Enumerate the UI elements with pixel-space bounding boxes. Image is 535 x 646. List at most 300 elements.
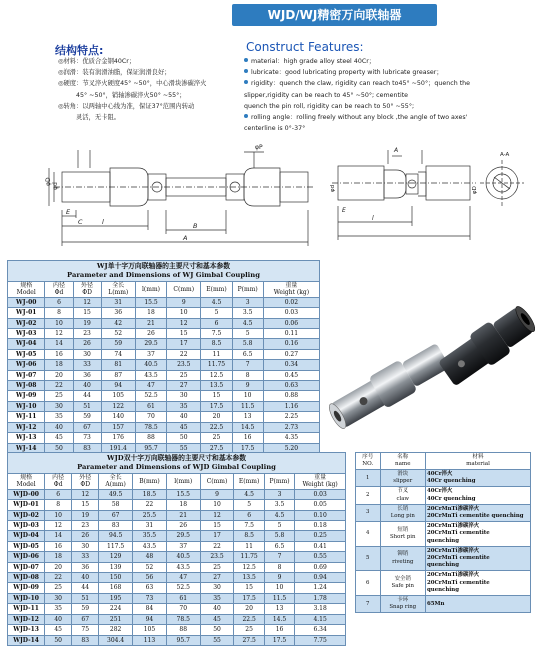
table-cell: 42 — [101, 318, 135, 328]
table-cell: 23.5 — [167, 360, 201, 370]
table-cell: 25.5 — [133, 510, 167, 520]
table-cell: 7 — [264, 552, 294, 562]
table-cell: 49.5 — [99, 489, 133, 499]
feature-en-item: rigidity：quench the claw, rigidity can reach to45° ~50°；quench the — [251, 80, 471, 88]
table-row — [8, 510, 346, 520]
table-cell: 45 — [45, 625, 72, 635]
table-cell: 33 — [73, 360, 101, 370]
table-cell: 9 — [167, 297, 201, 307]
table-cell: 1.78 — [295, 593, 346, 603]
table-cell: 6.34 — [295, 625, 346, 635]
table-cell: 157 — [101, 422, 135, 432]
table-row — [8, 625, 346, 635]
table-cell: 83 — [73, 443, 101, 453]
feature-en-row — [244, 123, 532, 134]
table-cell: 26 — [73, 339, 101, 349]
table-cell: 25 — [234, 625, 264, 635]
material-header-line: NO. — [362, 461, 374, 467]
table-cell: 6.5 — [232, 349, 263, 359]
table-cell: 11 — [234, 541, 264, 551]
table-cell: WJD-02 — [8, 510, 45, 520]
table-cell: 22 — [167, 349, 201, 359]
wj-header-line: 外径 — [81, 282, 94, 289]
table-cell: 17 — [200, 531, 234, 541]
table-cell: WJD-04 — [8, 531, 45, 541]
table-cell: 14.5 — [232, 422, 263, 432]
table-cell: 33 — [72, 552, 99, 562]
table-cell: WJD-03 — [8, 521, 45, 531]
table-cell: 35 — [167, 401, 201, 411]
table-cell: 0.03 — [295, 489, 346, 499]
material-spec-line: 20CrMnTi cementite — [427, 530, 490, 537]
wjd-header-cell — [234, 474, 264, 490]
table-cell: WJ-10 — [8, 401, 45, 411]
table-row — [356, 596, 531, 613]
table-row — [8, 541, 346, 551]
table-cell: 25 — [167, 370, 201, 380]
table-cell: WJD-10 — [8, 593, 45, 603]
wjd-header-line: 重量 — [314, 474, 327, 481]
table-cell: 59 — [72, 604, 99, 614]
table-cell: 7.75 — [295, 635, 346, 645]
table-cell: 8 — [232, 370, 263, 380]
table-cell: WJ-11 — [8, 412, 45, 422]
wj-header-line: ΦD — [82, 289, 92, 297]
table-cell: 26 — [72, 531, 99, 541]
table-cell: 168 — [99, 583, 133, 593]
material-part-name — [380, 522, 426, 547]
table-cell: 8.5 — [234, 531, 264, 541]
feature-cn-item: ◎硬度：节叉淬火硬度45° ~50°，中心滑块渗碳淬火 — [58, 80, 207, 88]
table-cell: 0.10 — [295, 510, 346, 520]
part-name-cn: 卡环 — [397, 597, 409, 604]
table-cell: 25 — [45, 583, 72, 593]
table-cell: 0.27 — [263, 349, 319, 359]
table-cell: 20 — [201, 412, 232, 422]
table-cell: 50 — [200, 625, 234, 635]
table-cell: WJD-05 — [8, 541, 45, 551]
material-no: 2 — [356, 487, 381, 504]
features-list-cn — [58, 56, 243, 123]
bullet-icon — [244, 58, 248, 62]
wj-coupling-drawing — [330, 136, 530, 248]
material-spec-line: 65Mn — [427, 600, 445, 607]
table-cell: 304.4 — [99, 635, 133, 645]
table-cell: 5 — [201, 308, 232, 318]
bullet-icon — [244, 69, 248, 73]
wjd-header-line: 外径 — [79, 474, 92, 481]
table-cell: 150 — [99, 573, 133, 583]
table-cell: 11.75 — [201, 360, 232, 370]
label-phi-big-d-right: φD — [472, 186, 478, 194]
material-spec-line: 20CrMnTi cementite — [427, 579, 490, 586]
table-cell: 30 — [72, 541, 99, 551]
table-row — [8, 573, 346, 583]
table-cell: 23 — [73, 329, 101, 339]
table-cell: 21 — [166, 510, 200, 520]
table-cell: WJD-11 — [8, 604, 45, 614]
table-cell: 17.5 — [232, 443, 263, 453]
table-cell: 5.8 — [232, 339, 263, 349]
material-header-line: name — [394, 461, 411, 467]
table-cell: 70 — [135, 412, 166, 422]
table-cell: 56 — [133, 573, 167, 583]
wjd-header-line: C(mm) — [206, 477, 228, 485]
table-row — [8, 339, 320, 349]
wj-header-line: Φd — [54, 289, 64, 297]
table-cell: 140 — [101, 412, 135, 422]
wj-header-cell — [263, 282, 319, 298]
part-name-en: slipper — [393, 478, 413, 485]
label-a-section: A — [394, 147, 399, 154]
material-spec — [426, 504, 531, 521]
table-cell: 22 — [133, 500, 167, 510]
table-cell: 0.11 — [263, 329, 319, 339]
table-cell: 0.06 — [263, 318, 319, 328]
table-cell: 3.18 — [295, 604, 346, 614]
table-cell: 27 — [200, 573, 234, 583]
table-cell: 36 — [101, 308, 135, 318]
table-cell: 3.5 — [264, 500, 294, 510]
table-cell: 74 — [101, 349, 135, 359]
wjd-header-cell — [295, 474, 346, 490]
wjd-header-cell — [99, 474, 133, 490]
table-cell: 18.5 — [133, 489, 167, 499]
wjd-header-cell — [200, 474, 234, 490]
table-cell: 43.5 — [166, 562, 200, 572]
table-cell: 23 — [72, 521, 99, 531]
table-cell: 11 — [201, 349, 232, 359]
table-cell: 15.5 — [166, 489, 200, 499]
wj-header-cell — [167, 282, 201, 298]
wjd-header-line: Model — [16, 481, 36, 489]
table-cell: 29.5 — [166, 531, 200, 541]
material-spec-line: 20CrMnTi渗碳淬火 — [427, 572, 480, 579]
table-cell: WJ-06 — [8, 360, 45, 370]
table-cell: 26 — [135, 329, 166, 339]
table-cell: WJ-07 — [8, 370, 45, 380]
wjd-header-cell — [8, 474, 45, 490]
table-cell: 0.34 — [263, 360, 319, 370]
label-l: l — [102, 218, 104, 226]
material-spec-line: 40Cr quenching — [427, 495, 476, 502]
table-row — [8, 401, 320, 411]
wj-header-line: Weight (kg) — [273, 289, 310, 297]
table-cell: 8 — [45, 500, 72, 510]
label-phi-d-right: φd — [330, 184, 336, 192]
bullet-icon — [244, 80, 248, 84]
table-row — [8, 349, 320, 359]
table-cell: 10 — [167, 308, 201, 318]
table-cell: 17 — [167, 339, 201, 349]
wj-header-line: L(mm) — [108, 289, 129, 297]
wj-header-cell — [101, 282, 135, 298]
table-row — [8, 583, 346, 593]
table-cell: 18 — [135, 308, 166, 318]
table-cell: 45 — [167, 422, 201, 432]
feature-en-row — [244, 90, 532, 101]
wjd-header-cell — [264, 474, 294, 490]
table-cell: 11.5 — [264, 593, 294, 603]
table-cell: 73 — [133, 593, 167, 603]
table-cell: 8 — [264, 562, 294, 572]
part-name-en: riveting — [392, 558, 414, 565]
table-cell: 13 — [264, 604, 294, 614]
table-cell: 0.41 — [295, 541, 346, 551]
table-cell: 5 — [264, 521, 294, 531]
material-spec-line: 40Cr淬火 — [427, 471, 453, 477]
table-cell: WJ-05 — [8, 349, 45, 359]
table-cell: 4.5 — [201, 297, 232, 307]
material-no: 7 — [356, 596, 381, 613]
table-cell: 0.25 — [295, 531, 346, 541]
table-cell: WJD-01 — [8, 500, 45, 510]
material-part-name — [380, 596, 426, 613]
table-row — [356, 470, 531, 487]
material-part-name — [380, 487, 426, 504]
table-cell: 37 — [166, 541, 200, 551]
table-cell: 11.5 — [232, 401, 263, 411]
table-cell: 47 — [166, 573, 200, 583]
table-cell: WJ-12 — [8, 422, 45, 432]
table-cell: 94.5 — [99, 531, 133, 541]
table-cell: 22.5 — [234, 614, 264, 624]
table-cell: 16 — [45, 349, 73, 359]
features-list-en — [244, 56, 532, 134]
wj-header-line: E(mm) — [206, 285, 227, 293]
table-cell: 22 — [45, 381, 73, 391]
material-spec-line: quenching — [427, 586, 459, 593]
table-cell: 5.20 — [263, 443, 319, 453]
table-cell: 12 — [45, 521, 72, 531]
table-row — [8, 521, 346, 531]
table-cell: WJ-03 — [8, 329, 45, 339]
table-cell: WJD-14 — [8, 635, 45, 645]
table-cell: 48 — [133, 552, 167, 562]
table-cell: 18 — [166, 500, 200, 510]
table-cell: 19 — [72, 510, 99, 520]
wj-header-line: 规格 — [20, 282, 33, 289]
table-cell: 45 — [200, 614, 234, 624]
feature-cn-item: 45° ~50°，销轴渗碳淬火50° ~55°； — [76, 91, 186, 99]
table-row — [8, 531, 346, 541]
table-cell: 113 — [133, 635, 167, 645]
wjd-header-line: ΦD — [80, 481, 91, 489]
table-cell: 12.5 — [201, 370, 232, 380]
material-header-line: 材料 — [472, 454, 484, 460]
table-cell: 7.5 — [234, 521, 264, 531]
wj-table — [7, 260, 320, 454]
material-part-name — [380, 470, 426, 487]
table-cell: 13.5 — [201, 381, 232, 391]
table-row — [356, 522, 531, 547]
table-cell: WJD-12 — [8, 614, 45, 624]
table-cell: 16 — [232, 433, 263, 443]
table-cell: 25 — [200, 562, 234, 572]
wjd-table-title — [7, 452, 346, 473]
table-cell: 55 — [200, 635, 234, 645]
table-cell: WJD-06 — [8, 552, 45, 562]
table-row — [8, 614, 346, 624]
table-cell: 43.5 — [135, 370, 166, 380]
table-cell: 3.5 — [232, 308, 263, 318]
table-row — [8, 500, 346, 510]
material-header-line: 序号 — [362, 454, 374, 460]
material-spec — [426, 487, 531, 504]
table-cell: 40.5 — [166, 552, 200, 562]
table-cell: 14 — [45, 531, 72, 541]
table-cell: 105 — [133, 625, 167, 635]
table-row — [8, 489, 346, 499]
table-cell: 3 — [232, 297, 263, 307]
table-cell: 47 — [135, 381, 166, 391]
table-cell: 31 — [133, 521, 167, 531]
table-cell: 6.5 — [264, 541, 294, 551]
table-cell: 7.5 — [201, 329, 232, 339]
table-cell: 6 — [201, 318, 232, 328]
table-cell: 9 — [264, 573, 294, 583]
material-no: 4 — [356, 522, 381, 547]
material-spec-line: 40Cr淬火 — [427, 488, 453, 495]
table-cell: WJ-04 — [8, 339, 45, 349]
table-cell: 67 — [73, 422, 101, 432]
page-title: WJD/WJ精密万向联轴器 — [232, 4, 437, 26]
table-row — [8, 412, 320, 422]
wj-table-title-en: Parameter and Dimensions of WJ Gimbal Coupling — [67, 271, 260, 279]
feature-cn-item: ◎材料：优质合金钢40Cr； — [58, 58, 136, 65]
feature-en-row — [244, 56, 532, 67]
table-cell: 59 — [73, 412, 101, 422]
table-cell: 35 — [200, 593, 234, 603]
wj-header-cell — [45, 282, 73, 298]
table-cell: 63 — [133, 583, 167, 593]
table-cell: 52.5 — [135, 391, 166, 401]
part-name-cn: 长销 — [397, 505, 409, 512]
table-cell: 224 — [99, 604, 133, 614]
label-e-right: E — [342, 207, 346, 214]
label-phi-p: φP — [255, 144, 263, 151]
table-cell: 12 — [45, 329, 73, 339]
table-cell: 35 — [45, 604, 72, 614]
material-header-line: material — [466, 461, 490, 467]
table-cell: 0.88 — [263, 391, 319, 401]
material-spec — [426, 596, 531, 613]
table-cell: 51 — [72, 593, 99, 603]
table-cell: 0.16 — [263, 339, 319, 349]
table-cell: WJ-13 — [8, 433, 45, 443]
material-spec-line: 20CrMnTi渗碳淬火 — [427, 505, 480, 512]
feature-en-item: material：high grade alloy steel 40Cr； — [251, 58, 376, 65]
table-cell: 67 — [72, 614, 99, 624]
table-cell: 40.5 — [135, 360, 166, 370]
table-row — [8, 381, 320, 391]
table-cell: 50 — [45, 635, 72, 645]
table-cell: 26 — [166, 521, 200, 531]
table-cell: 1.16 — [263, 401, 319, 411]
table-cell: 25 — [201, 433, 232, 443]
material-no: 5 — [356, 546, 381, 571]
table-cell: 78.5 — [166, 614, 200, 624]
material-spec — [426, 470, 531, 487]
feature-en-row — [244, 67, 532, 78]
table-cell: 4.5 — [264, 510, 294, 520]
material-header-cell — [426, 453, 531, 470]
feature-en-item: lubricate：good lubricating property with lubricate greaser； — [251, 69, 443, 77]
table-cell: 52 — [101, 329, 135, 339]
table-cell: 0.03 — [263, 308, 319, 318]
table-cell: 195 — [99, 593, 133, 603]
table-cell: 18 — [45, 552, 72, 562]
table-cell: 44 — [72, 583, 99, 593]
wjd-header-line: Φd — [53, 481, 63, 489]
table-cell: 43.5 — [133, 541, 167, 551]
table-cell: 0.02 — [263, 297, 319, 307]
table-cell: 0.45 — [263, 370, 319, 380]
wj-header-line: 内径 — [52, 282, 65, 289]
table-cell: 15 — [72, 500, 99, 510]
label-section-aa: A-A — [500, 152, 510, 158]
table-cell: 25 — [45, 391, 73, 401]
material-table — [355, 452, 531, 613]
wjd-table — [7, 452, 346, 646]
bullet-icon — [244, 114, 248, 118]
table-cell: 12.5 — [234, 562, 264, 572]
table-cell: 95.7 — [166, 635, 200, 645]
material-header-line: 名称 — [397, 454, 409, 460]
table-cell: 17.5 — [201, 401, 232, 411]
table-cell: 0.63 — [263, 381, 319, 391]
table-cell: 61 — [135, 401, 166, 411]
part-name-en: Short pin — [389, 534, 416, 541]
table-cell: 7 — [232, 360, 263, 370]
table-row — [8, 297, 320, 307]
table-cell: 6 — [45, 489, 72, 499]
label-phi-small-d: φd — [52, 182, 59, 190]
part-name-cn: 滑块 — [397, 471, 409, 477]
wjd-header-line: 规格 — [20, 474, 33, 481]
coupling-product-photo — [330, 292, 530, 442]
table-cell: 16 — [264, 625, 294, 635]
label-e: E — [66, 208, 71, 216]
table-cell: 15 — [167, 329, 201, 339]
material-spec-line: 20CrMnTi cementite quenching — [427, 513, 524, 520]
feature-en-row — [244, 101, 532, 112]
features-heading-en: Construct Features: — [246, 40, 364, 54]
wjd-header-cell — [133, 474, 167, 490]
table-cell: 83 — [72, 635, 99, 645]
part-name-en: claw — [396, 495, 410, 502]
table-cell: 61 — [166, 593, 200, 603]
table-cell: 40 — [45, 422, 73, 432]
table-row — [8, 360, 320, 370]
table-cell: 9 — [200, 489, 234, 499]
wj-header-line: Model — [16, 289, 36, 297]
table-cell: 13 — [232, 412, 263, 422]
table-cell: 35 — [45, 412, 73, 422]
table-cell: 30 — [45, 593, 72, 603]
wjd-header-line: E(mm) — [238, 477, 260, 485]
table-cell: 81 — [101, 360, 135, 370]
wjd-header-cell — [45, 474, 72, 490]
material-part-name — [380, 571, 426, 596]
material-no: 6 — [356, 571, 381, 596]
table-cell: WJ-08 — [8, 381, 45, 391]
table-cell: 87 — [101, 370, 135, 380]
table-cell: WJD-07 — [8, 562, 45, 572]
table-cell: 95.7 — [135, 443, 166, 453]
table-cell: 59 — [101, 339, 135, 349]
table-cell: 20 — [45, 562, 72, 572]
